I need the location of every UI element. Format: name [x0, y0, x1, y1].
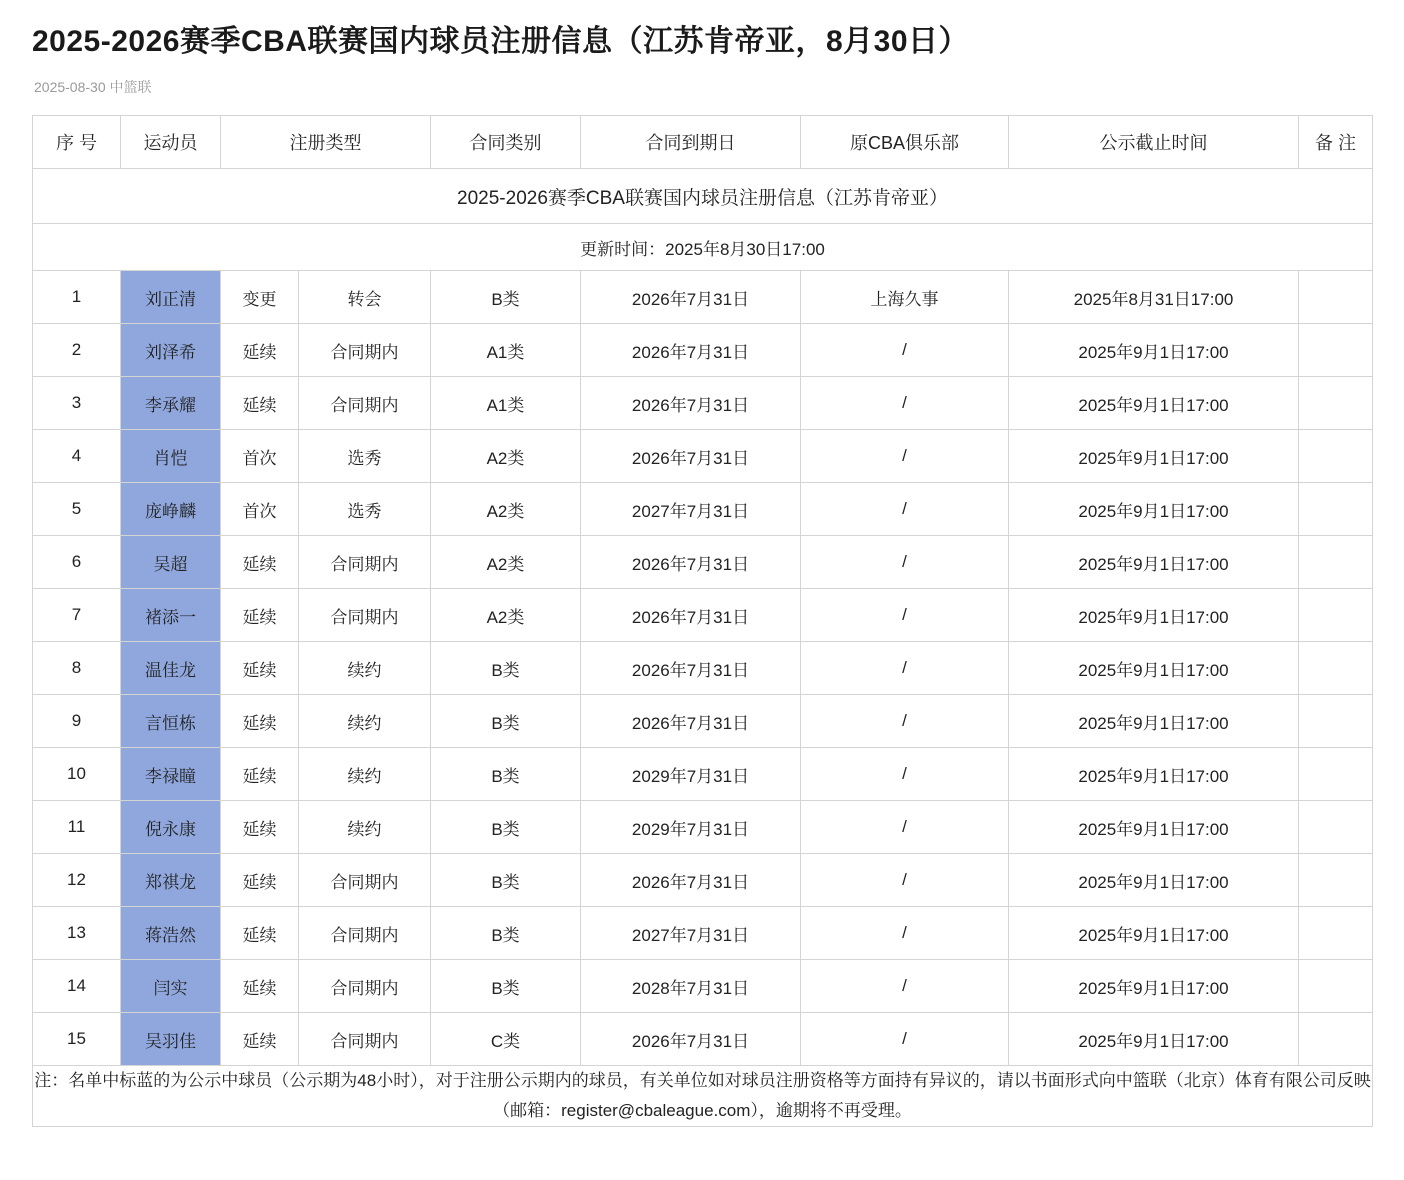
cell-player: 庞峥麟: [121, 483, 221, 536]
cell-no: 8: [33, 642, 121, 695]
cell-expire: 2029年7月31日: [581, 801, 801, 854]
cell-remark: [1299, 589, 1373, 642]
table-row: [33, 642, 1373, 695]
cell-deadline: 2025年9月1日17:00: [1009, 483, 1299, 536]
table-row: [33, 377, 1373, 430]
cell-reg-type: 延续: [221, 536, 299, 589]
cell-reg-sub: 合同期内: [299, 1013, 431, 1066]
table-note: 注：名单中标蓝的为公示中球员（公示期为48小时），对于注册公示期内的球员，有关单位如对球员注册资格等方面持有异议的，请以书面形式向中篮联（北京）体育有限公司反映（邮箱：register@cbaleague.com），逾期将不再受理。: [33, 1066, 1373, 1127]
cell-deadline: 2025年9月1日17:00: [1009, 430, 1299, 483]
cell-player: 刘正清: [121, 271, 221, 324]
cell-deadline: 2025年9月1日17:00: [1009, 589, 1299, 642]
cell-contract: A2类: [431, 589, 581, 642]
cell-expire: 2026年7月31日: [581, 642, 801, 695]
cell-reg-type: 延续: [221, 589, 299, 642]
cell-reg-sub: 合同期内: [299, 324, 431, 377]
col-header-prev-club: 原CBA俱乐部: [801, 116, 1009, 169]
cell-prev-club: /: [801, 960, 1009, 1013]
cell-player: 吴羽佳: [121, 1013, 221, 1066]
cell-remark: [1299, 748, 1373, 801]
table-caption: 2025-2026赛季CBA联赛国内球员注册信息（江苏肯帝亚）: [33, 169, 1373, 224]
cell-no: 1: [33, 271, 121, 324]
table-row: [33, 695, 1373, 748]
cell-remark: [1299, 483, 1373, 536]
cell-remark: [1299, 271, 1373, 324]
cell-prev-club: /: [801, 377, 1009, 430]
cell-contract: A1类: [431, 377, 581, 430]
table-row: [33, 801, 1373, 854]
cell-no: 12: [33, 854, 121, 907]
cell-prev-club: /: [801, 324, 1009, 377]
cell-prev-club: /: [801, 589, 1009, 642]
cell-deadline: 2025年9月1日17:00: [1009, 960, 1299, 1013]
cell-prev-club: /: [801, 907, 1009, 960]
cell-no: 11: [33, 801, 121, 854]
cell-prev-club: /: [801, 1013, 1009, 1066]
cell-no: 7: [33, 589, 121, 642]
cell-contract: B类: [431, 907, 581, 960]
table-update-row: [33, 224, 1373, 271]
cell-expire: 2028年7月31日: [581, 960, 801, 1013]
cell-contract: B类: [431, 271, 581, 324]
cell-remark: [1299, 642, 1373, 695]
cell-no: 5: [33, 483, 121, 536]
cell-contract: B类: [431, 801, 581, 854]
table-row: [33, 748, 1373, 801]
cell-contract: A2类: [431, 536, 581, 589]
table-row: [33, 536, 1373, 589]
cell-player: 李承耀: [121, 377, 221, 430]
table-row: [33, 271, 1373, 324]
cell-contract: A1类: [431, 324, 581, 377]
cell-reg-sub: 续约: [299, 801, 431, 854]
cell-prev-club: /: [801, 695, 1009, 748]
cell-reg-type: 延续: [221, 1013, 299, 1066]
table-row: [33, 483, 1373, 536]
cell-reg-type: 变更: [221, 271, 299, 324]
cell-remark: [1299, 960, 1373, 1013]
cell-player: 李禄瞳: [121, 748, 221, 801]
publish-meta: 2025-08-30 中篮联: [34, 79, 152, 95]
cell-prev-club: 上海久事: [801, 271, 1009, 324]
cell-deadline: 2025年9月1日17:00: [1009, 748, 1299, 801]
table-row: [33, 1013, 1373, 1066]
cell-deadline: 2025年9月1日17:00: [1009, 1013, 1299, 1066]
cell-reg-sub: 合同期内: [299, 960, 431, 1013]
cell-reg-sub: 合同期内: [299, 854, 431, 907]
cell-expire: 2027年7月31日: [581, 907, 801, 960]
cell-deadline: 2025年9月1日17:00: [1009, 801, 1299, 854]
table-row: [33, 854, 1373, 907]
cell-expire: 2026年7月31日: [581, 854, 801, 907]
col-header-reg-type: 注册类型: [221, 116, 431, 169]
cell-reg-sub: 合同期内: [299, 536, 431, 589]
cell-contract: B类: [431, 854, 581, 907]
cell-contract: B类: [431, 695, 581, 748]
cell-contract: B类: [431, 748, 581, 801]
cell-prev-club: /: [801, 430, 1009, 483]
cell-no: 9: [33, 695, 121, 748]
cell-deadline: 2025年9月1日17:00: [1009, 907, 1299, 960]
cell-reg-type: 延续: [221, 907, 299, 960]
cell-player: 蒋浩然: [121, 907, 221, 960]
col-header-no: 序 号: [33, 116, 121, 169]
cell-prev-club: /: [801, 748, 1009, 801]
cell-player: 肖恺: [121, 430, 221, 483]
cell-reg-type: 延续: [221, 642, 299, 695]
cell-remark: [1299, 801, 1373, 854]
cell-reg-type: 首次: [221, 430, 299, 483]
cell-deadline: 2025年9月1日17:00: [1009, 695, 1299, 748]
cell-reg-sub: 转会: [299, 271, 431, 324]
col-header-remark: 备 注: [1299, 116, 1373, 169]
table-row: [33, 589, 1373, 642]
cell-reg-sub: 续约: [299, 748, 431, 801]
cell-reg-type: 延续: [221, 854, 299, 907]
cell-expire: 2026年7月31日: [581, 271, 801, 324]
cell-player: 闫实: [121, 960, 221, 1013]
cell-no: 15: [33, 1013, 121, 1066]
cell-remark: [1299, 430, 1373, 483]
cell-contract: A2类: [431, 430, 581, 483]
cell-no: 6: [33, 536, 121, 589]
cell-reg-type: 延续: [221, 960, 299, 1013]
cell-no: 13: [33, 907, 121, 960]
cell-prev-club: /: [801, 536, 1009, 589]
cell-reg-sub: 选秀: [299, 483, 431, 536]
table-note-row: [33, 1066, 1373, 1127]
cell-reg-sub: 续约: [299, 642, 431, 695]
cell-deadline: 2025年8月31日17:00: [1009, 271, 1299, 324]
col-header-deadline: 公示截止时间: [1009, 116, 1299, 169]
cell-expire: 2026年7月31日: [581, 1013, 801, 1066]
registration-table: [32, 115, 1373, 1127]
cell-player: 吴超: [121, 536, 221, 589]
cell-remark: [1299, 377, 1373, 430]
cell-reg-sub: 选秀: [299, 430, 431, 483]
cell-expire: 2026年7月31日: [581, 536, 801, 589]
cell-reg-type: 延续: [221, 695, 299, 748]
cell-contract: C类: [431, 1013, 581, 1066]
cell-prev-club: /: [801, 801, 1009, 854]
cell-deadline: 2025年9月1日17:00: [1009, 536, 1299, 589]
cell-no: 14: [33, 960, 121, 1013]
cell-expire: 2026年7月31日: [581, 695, 801, 748]
table-row: [33, 324, 1373, 377]
cell-expire: 2029年7月31日: [581, 748, 801, 801]
cell-reg-type: 首次: [221, 483, 299, 536]
cell-remark: [1299, 854, 1373, 907]
cell-expire: 2026年7月31日: [581, 324, 801, 377]
cell-deadline: 2025年9月1日17:00: [1009, 324, 1299, 377]
cell-remark: [1299, 324, 1373, 377]
cell-reg-type: 延续: [221, 801, 299, 854]
cell-reg-sub: 合同期内: [299, 377, 431, 430]
table-body: [33, 271, 1373, 1127]
cell-contract: A2类: [431, 483, 581, 536]
cell-reg-sub: 合同期内: [299, 907, 431, 960]
cell-prev-club: /: [801, 854, 1009, 907]
cell-expire: 2026年7月31日: [581, 377, 801, 430]
cell-deadline: 2025年9月1日17:00: [1009, 642, 1299, 695]
cell-remark: [1299, 695, 1373, 748]
cell-no: 10: [33, 748, 121, 801]
cell-remark: [1299, 907, 1373, 960]
cell-no: 4: [33, 430, 121, 483]
cell-expire: 2027年7月31日: [581, 483, 801, 536]
cell-remark: [1299, 536, 1373, 589]
table-row: [33, 430, 1373, 483]
cell-reg-type: 延续: [221, 748, 299, 801]
update-time: 更新时间：2025年8月30日17:00: [33, 224, 1373, 271]
cell-reg-type: 延续: [221, 377, 299, 430]
cell-no: 2: [33, 324, 121, 377]
table-row: [33, 907, 1373, 960]
cell-player: 温佳龙: [121, 642, 221, 695]
cell-expire: 2026年7月31日: [581, 430, 801, 483]
cell-reg-sub: 续约: [299, 695, 431, 748]
table-header: [33, 116, 1373, 169]
page-title: 2025-2026赛季CBA联赛国内球员注册信息（江苏肯帝亚，8月30日）: [32, 25, 970, 58]
col-header-player: 运动员: [121, 116, 221, 169]
cell-contract: B类: [431, 642, 581, 695]
cell-player: 褚添一: [121, 589, 221, 642]
cell-deadline: 2025年9月1日17:00: [1009, 377, 1299, 430]
cell-deadline: 2025年9月1日17:00: [1009, 854, 1299, 907]
cell-contract: B类: [431, 960, 581, 1013]
table-row: [33, 960, 1373, 1013]
col-header-expire-date: 合同到期日: [581, 116, 801, 169]
cell-reg-sub: 合同期内: [299, 589, 431, 642]
cell-remark: [1299, 1013, 1373, 1066]
cell-prev-club: /: [801, 642, 1009, 695]
cell-prev-club: /: [801, 483, 1009, 536]
cell-expire: 2026年7月31日: [581, 589, 801, 642]
cell-player: 言恒栋: [121, 695, 221, 748]
table-caption-row: [33, 169, 1373, 224]
cell-no: 3: [33, 377, 121, 430]
cell-player: 郑祺龙: [121, 854, 221, 907]
col-header-contract-class: 合同类别: [431, 116, 581, 169]
cell-reg-type: 延续: [221, 324, 299, 377]
cell-player: 倪永康: [121, 801, 221, 854]
cell-player: 刘泽希: [121, 324, 221, 377]
